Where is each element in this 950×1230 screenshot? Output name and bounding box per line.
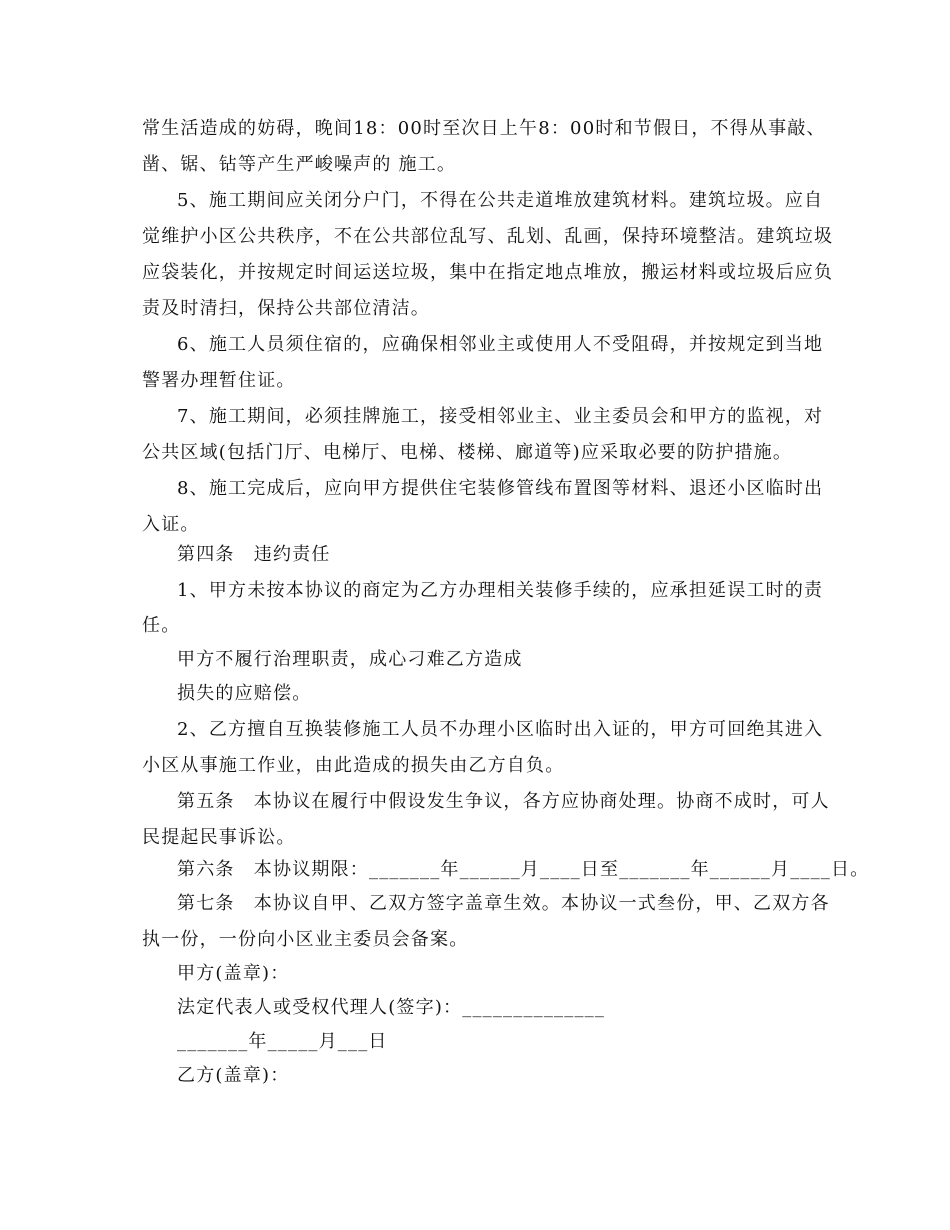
paragraph-line: 8、施工完成后，应向甲方提供住宅装修管线布置图等材料、退还小区临时出	[177, 478, 824, 499]
paragraph-line: 凿、锯、钻等产生严峻噪声的 施工。	[142, 154, 457, 175]
paragraph-line: 1、甲方未按本协议的商定为乙方办理相关装修手续的，应承担延误工时的责	[177, 580, 824, 601]
paragraph-line: 公共区域(包括门厅、电梯厅、电梯、楼梯、廊道等)应采取必要的防护措施。	[142, 442, 793, 463]
paragraph-line: 2、乙方擅自互换装修施工人员不办理小区临时出入证的，甲方可回绝其进入	[177, 719, 824, 740]
paragraph-line: 常生活造成的妨碍，晚间18：00时至次日上午8：00时和节假日，不得从事敲、	[142, 118, 826, 139]
paragraph-line: 责及时清扫，保持公共部位清洁。	[142, 298, 430, 319]
term-line: 第六条 本协议期限：_______年______月____日至_______年______月____日。	[177, 859, 870, 880]
paragraph-line: 民提起民事诉讼。	[142, 827, 296, 848]
paragraph-line: 警署办理暂住证。	[142, 370, 296, 391]
party-b-seal: 乙方(盖章)：	[177, 1065, 290, 1086]
paragraph-line: 第五条 本协议在履行中假设发生争议，各方应协商处理。协商不成时，可人	[177, 791, 830, 812]
signature-line: 法定代表人或受权代理人(签字)：______________	[177, 997, 606, 1018]
paragraph-line: 7、施工期间，必须挂牌施工，接受相邻业主、业主委员会和甲方的监视，对	[177, 406, 824, 427]
section-heading: 第四条 违约责任	[177, 544, 331, 565]
party-a-seal: 甲方(盖章)：	[177, 963, 290, 984]
paragraph-line: 甲方不履行治理职责，成心刁难乙方造成	[177, 649, 523, 670]
paragraph-line: 入证。	[142, 514, 200, 535]
paragraph-line: 任。	[142, 615, 181, 636]
paragraph-line: 应袋装化，并按规定时间运送垃圾，集中在指定地点堆放，搬运材料或垃圾后应负	[142, 262, 834, 283]
paragraph-line: 损失的应赔偿。	[177, 683, 312, 704]
paragraph-line: 5、施工期间应关闭分户门，不得在公共走道堆放建筑材料。建筑垃圾。应自	[177, 190, 824, 211]
date-line: _______年_____月___日	[177, 1031, 388, 1052]
paragraph-line: 觉维护小区公共秩序，不在公共部位乱写、乱划、乱画，保持环境整洁。建筑垃圾	[142, 226, 834, 247]
paragraph-line: 第七条 本协议自甲、乙双方签字盖章生效。本协议一式叁份，甲、乙双方各	[177, 893, 830, 914]
paragraph-line: 6、施工人员须住宿的，应确保相邻业主或使用人不受阻碍，并按规定到当地	[177, 334, 824, 355]
paragraph-line: 执一份，一份向小区业主委员会备案。	[142, 929, 469, 950]
paragraph-line: 小区从事施工作业，由此造成的损失由乙方自负。	[142, 755, 565, 776]
